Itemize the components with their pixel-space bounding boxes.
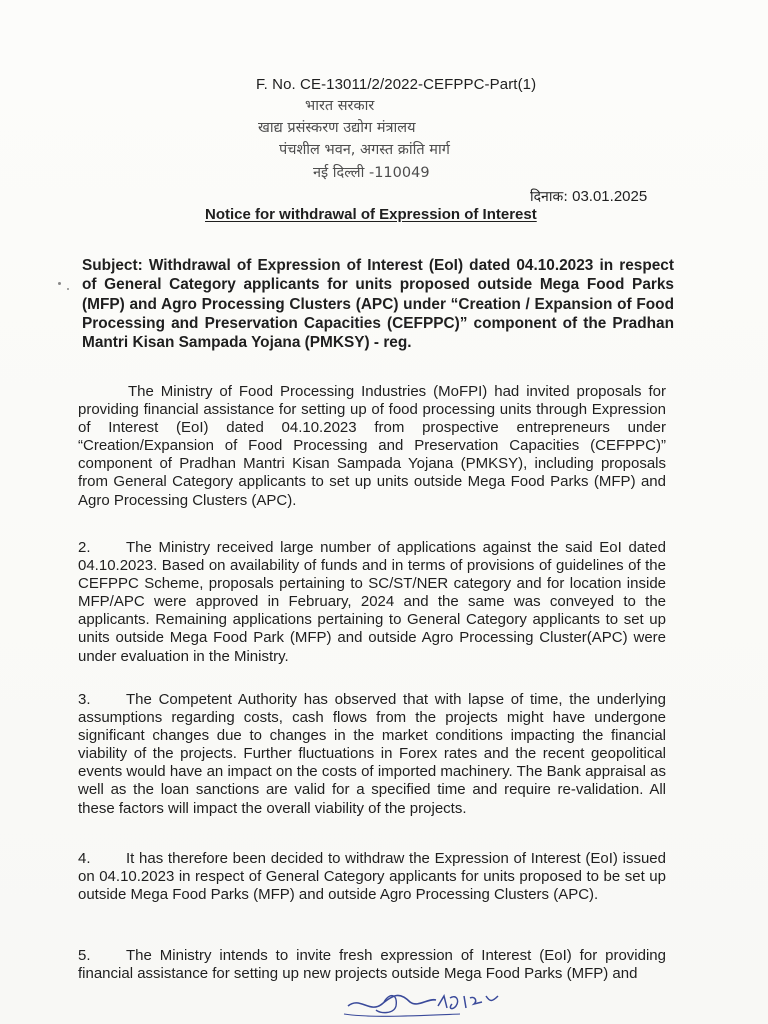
date-value: 03.01.2025 [572,188,648,205]
date-label: दिनाक: [530,189,568,205]
scan-speck [58,282,61,285]
paragraph-2 [78,539,666,666]
subject-paragraph: Subject: Withdrawal of Expression of Interest (EoI) dated 04.10.2023 in respect of General Category applicants for units proposed outside Mega Food Parks (MFP) and Agro Processing Clusters (APC) under “Creation / Expansion of Food Processing and Preservation Capacities (CEFPPC)” component of the Pradhan Mantri Kisan Sampada Yojana (PMKSY) - reg. [82,257,674,352]
signature-mark [340,984,520,1022]
paragraph-number: 4. [78,850,91,867]
hindi-header-ministry: खाद्य प्रसंस्करण उद्योग मंत्रालय [258,120,416,136]
paragraph-number: 5. [78,947,91,964]
paragraph-text: The Ministry received large number of applications against the said EoI dated 04.10.2023. Based on availability of funds and in terms of provisions of guidelines of the CEFPPC Scheme, proposals pertaining to SC/ST/NER category and for location inside MFP/APC were approved in February, 2024 and the same was conveyed to the applicants. Remaining applications pertaining to General Category applicants to set up units outside Mega Food Park (MFP) and outside Agro Processing Cluster(APC) were under evaluation in the Ministry. [78,539,666,665]
paragraph-4 [78,850,666,904]
paragraph-text: It has therefore been decided to withdraw the Expression of Interest (EoI) issued on 04.10.2023 in respect of General Category applicants for units proposed to be set up outside Mega Food Parks (MFP) and outside Agro Processing Clusters (APC). [78,850,666,904]
hindi-header-government: भारत सरकार [305,98,375,114]
hindi-header-city: नई दिल्ली -110049 [313,165,430,181]
paragraph-5 [78,947,666,983]
paragraph-text: The Competent Authority has observed that with lapse of time, the underlying assumptions regarding costs, cash flows from the projects might have undergone significant changes due to changes in the market conditions impacting the financial viability of the projects. Further fluctuations in Forex rates and the recent geopolitical events would have an impact on the costs of imported machinery. The Bank appraisal as well as the loan sanctions are valid for a specified time and require re-validation. All these factors will impact the overall viability of the projects. [78,691,666,817]
paragraph-1: The Ministry of Food Processing Industries (MoFPI) had invited proposals for providing financial assistance for setting up of food processing units through Expression of Interest (EoI) dated 04.10.2023 from prospective entrepreneurs under “Creation/Expansion of Food Processing and Preservation Capacities (CEFPPC)” component of Pradhan Mantri Kisan Sampada Yojana (PMKSY), including proposals from General Category applicants to set up units outside Mega Food Parks (MFP) and Agro Processing Clusters (APC). [78,383,666,509]
paragraph-3 [78,691,666,818]
paragraph-number: 2. [78,539,91,556]
file-number: F. No. CE-13011/2/2022-CEFPPC-Part(1) [256,76,537,93]
document-date [530,187,647,206]
notice-title: Notice for withdrawal of Expression of Interest [205,206,537,223]
hindi-header-address: पंचशील भवन, अगस्त क्रांति मार्ग [279,142,450,158]
paragraph-number: 3. [78,691,91,708]
scan-speck [67,288,69,290]
paragraph-text: The Ministry intends to invite fresh expression of Interest (EoI) for providing financial assistance for setting up new projects outside Mega Food Parks (MFP) and [78,947,666,983]
